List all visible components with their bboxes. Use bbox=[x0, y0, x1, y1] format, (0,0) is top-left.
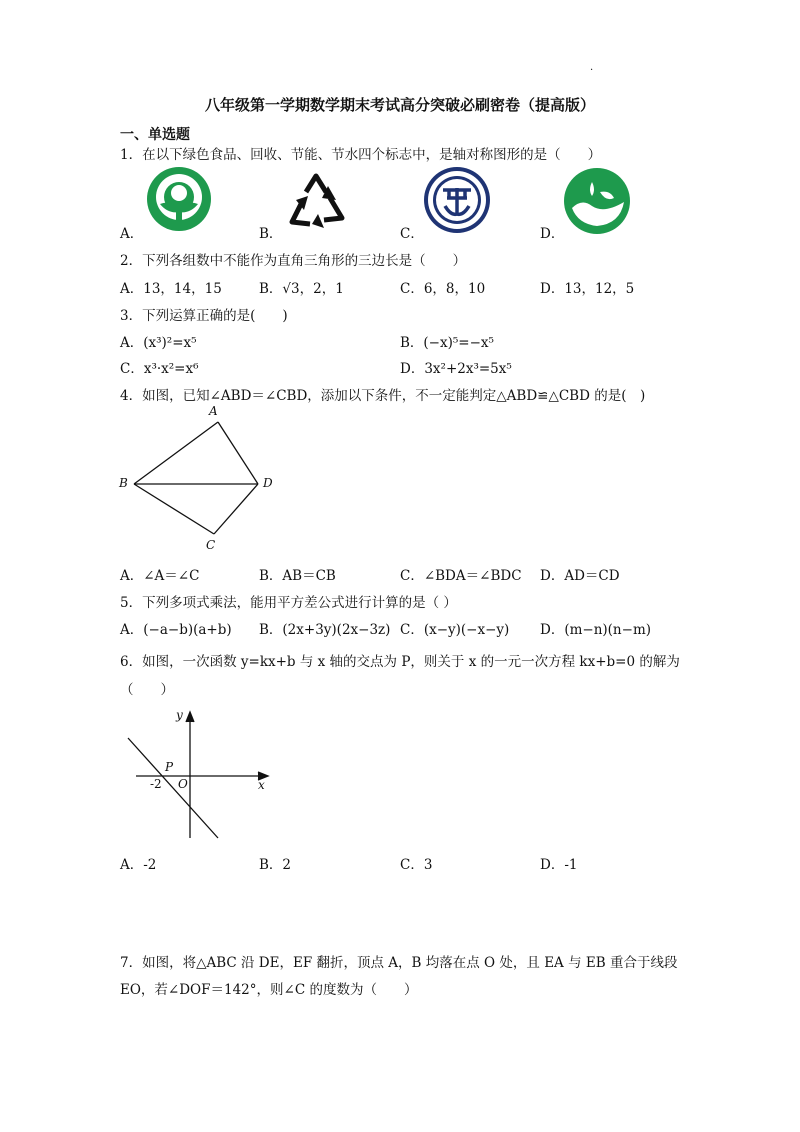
q1-option-b: B． bbox=[259, 226, 283, 242]
q6-stem-paren: （ ） bbox=[120, 682, 174, 698]
q4-stem: 4．如图，已知∠ABD＝∠CBD，添加以下条件，不一定能判定△ABD≌△CBD 的是( ) bbox=[120, 388, 646, 404]
q5-stem: 5．下列多项式乘法，能用平方差公式进行计算的是（ ） bbox=[120, 595, 457, 611]
q3-stem: 3．下列运算正确的是( ) bbox=[120, 308, 288, 324]
q7-stem-line2: EO，若∠DOF＝142°，则∠C 的度数为（ ） bbox=[120, 982, 418, 998]
q4-label-c: C bbox=[206, 538, 216, 552]
q4-label-b: B bbox=[119, 476, 128, 490]
q7-stem-line1: 7．如图，将△ABC 沿 DE，EF 翻折，顶点 A，B 均落在点 O 处，且 EA 与 EB 重合于线段 bbox=[120, 955, 678, 971]
page-title: 八年级第一学期数学期末考试高分突破必刷密卷（提高版） bbox=[204, 96, 595, 114]
q6-axis-label-x: x bbox=[258, 778, 265, 792]
q5-option-a: A．(−a−b)(a+b) bbox=[120, 622, 232, 638]
q5-option-d: D．(m−n)(n−m) bbox=[540, 622, 652, 638]
green-food-logo-icon bbox=[146, 166, 212, 232]
q4-option-b: B．AB＝CB bbox=[259, 568, 336, 584]
recycle-icon bbox=[284, 170, 350, 232]
q3-option-b: B．(−x)⁵=−x⁵ bbox=[400, 335, 494, 351]
q6-option-b: B．2 bbox=[259, 857, 292, 873]
q2-option-c: C．6，8，10 bbox=[400, 281, 486, 297]
q2-option-b: B．√3，2，1 bbox=[259, 281, 344, 297]
q2-option-a: A．13，14，15 bbox=[120, 281, 222, 297]
q4-option-c: C．∠BDA＝∠BDC bbox=[400, 568, 522, 584]
q5-option-b: B．(2x+3y)(2x−3z) bbox=[259, 622, 391, 638]
q6-option-a: A．-2 bbox=[120, 857, 157, 873]
q6-option-d: D．-1 bbox=[540, 857, 578, 873]
q6-origin-label: O bbox=[178, 777, 188, 791]
q4-label-d: D bbox=[263, 476, 273, 490]
q6-axis-label-y: y bbox=[176, 708, 183, 722]
q4-option-a: A．∠A＝∠C bbox=[120, 568, 200, 584]
q6-stem: 6．如图，一次函数 y=kx+b 与 x 轴的交点为 P，则关于 x 的一元一次方程 kx+b=0 的解为 bbox=[120, 654, 680, 670]
q1-option-a: A． bbox=[120, 226, 144, 242]
q6-point-p-label: P bbox=[165, 760, 174, 774]
q4-label-a: A bbox=[209, 404, 218, 418]
section-heading: 一、单选题 bbox=[120, 127, 190, 143]
header-dot: . bbox=[590, 62, 594, 73]
q5-option-c: C．(x−y)(−x−y) bbox=[400, 622, 510, 638]
q2-option-d: D．13，12，5 bbox=[540, 281, 635, 297]
q4-option-d: D．AD＝CD bbox=[540, 568, 620, 584]
q1-option-d: D． bbox=[540, 226, 565, 242]
energy-saving-logo-icon bbox=[423, 166, 491, 234]
q6-linear-function-graph bbox=[118, 708, 278, 843]
q6-option-c: C．3 bbox=[400, 857, 433, 873]
q1-option-c: C． bbox=[400, 226, 424, 242]
q2-stem: 2．下列各组数中不能作为直角三角形的三边长是（ ） bbox=[120, 253, 467, 269]
water-saving-logo-icon bbox=[562, 168, 632, 234]
q3-option-a: A．(x³)²=x⁵ bbox=[120, 335, 197, 351]
q6-tick-label-neg2: -2 bbox=[150, 777, 162, 791]
q1-stem: 1．在以下绿色食品、回收、节能、节水四个标志中，是轴对称图形的是（ ） bbox=[120, 147, 602, 163]
q3-option-d: D．3x²+2x³=5x⁵ bbox=[400, 361, 512, 377]
q3-option-c: C．x³·x²=x⁶ bbox=[120, 361, 199, 377]
